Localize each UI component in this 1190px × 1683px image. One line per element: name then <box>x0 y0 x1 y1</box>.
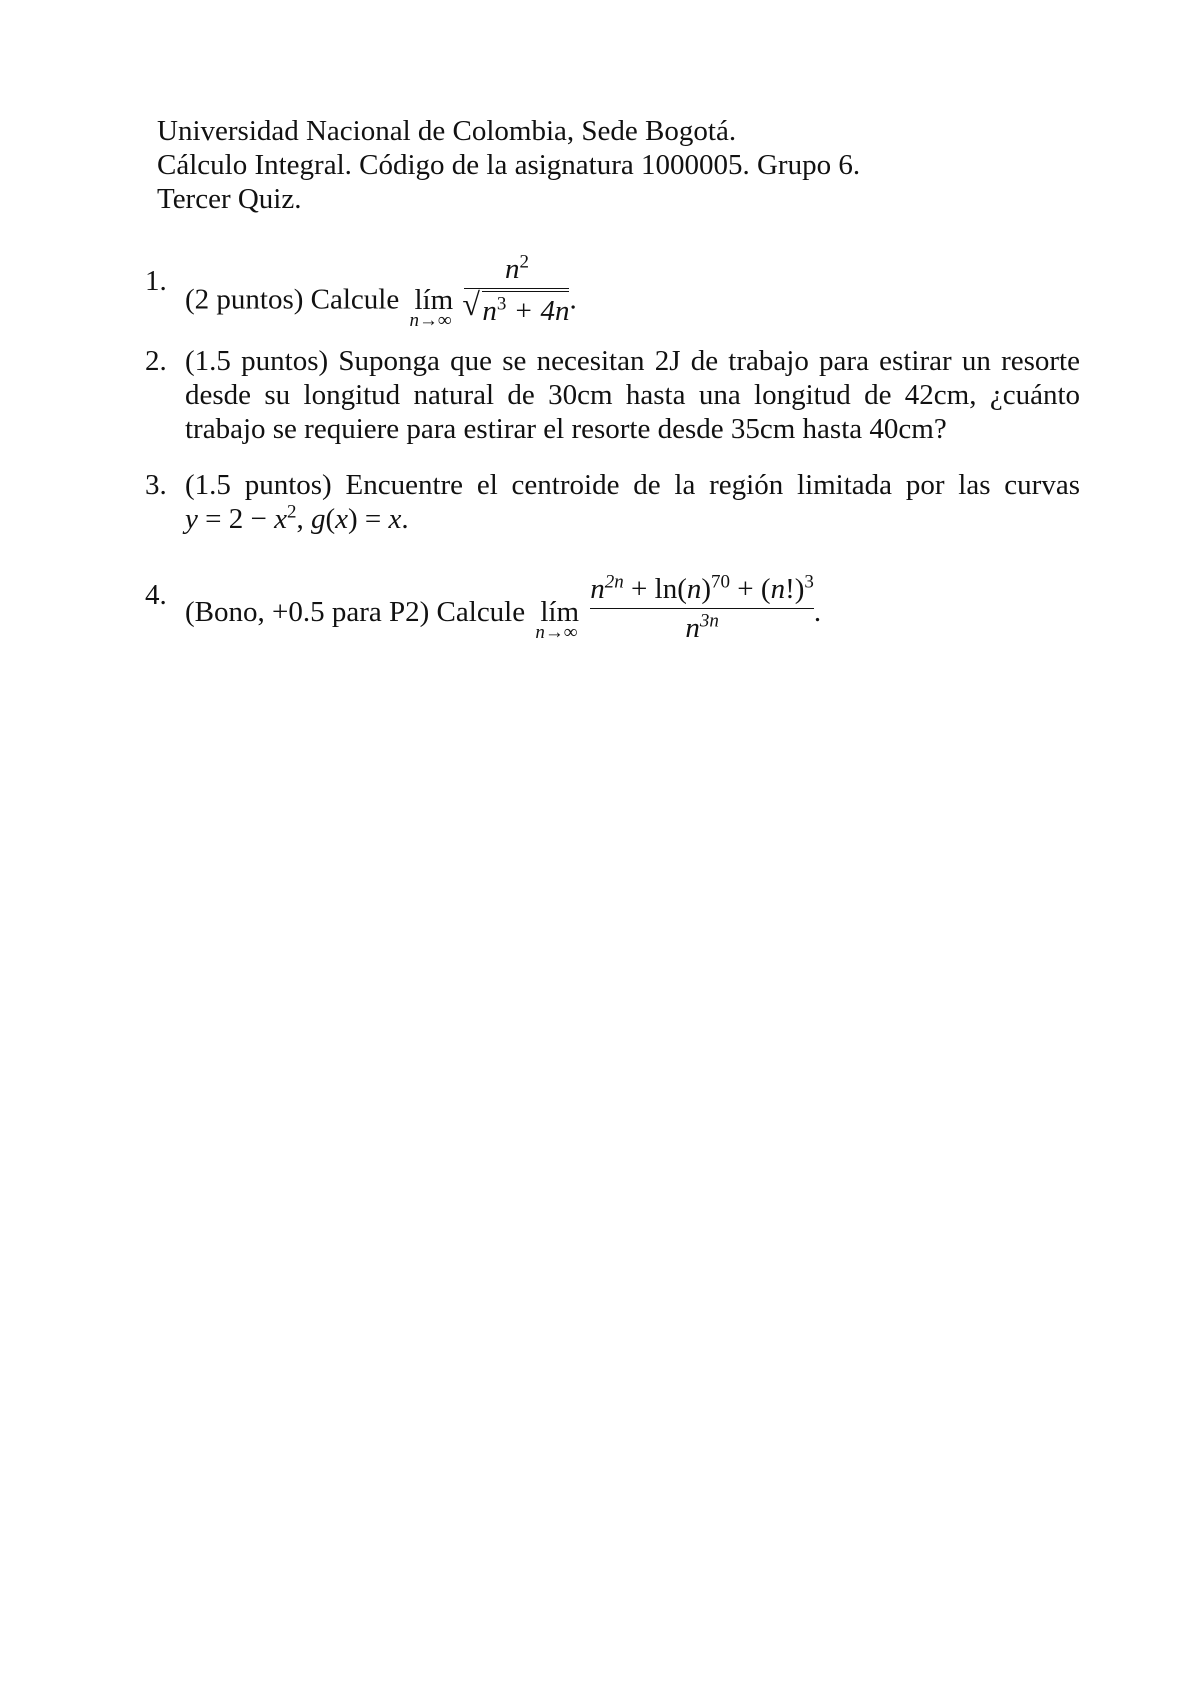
quiz-title: Tercer Quiz. <box>157 183 302 215</box>
question-number: 1. <box>145 265 167 297</box>
numerator-exponent: 2 <box>519 251 529 273</box>
eq-x-end: x <box>388 503 402 535</box>
limit-subscript: n→∞ <box>409 309 452 331</box>
question-1-content <box>185 251 577 340</box>
fraction-bar <box>464 288 569 289</box>
eq-mid: = 2 − <box>197 503 275 535</box>
fraction-bar <box>590 608 814 609</box>
question-2-line-3: trabajo se requiere para estirar el resorte desde 35cm hasta 40cm? <box>185 413 947 445</box>
question-3-equations <box>185 502 1080 536</box>
question-4-content <box>185 571 822 651</box>
question-2-line-1: (1.5 puntos) Suponga que se necesitan 2J de trabajo para estirar un resorte <box>185 345 1080 377</box>
question-4-prefix: (Bono, +0.5 para P2) Calcule <box>185 596 526 629</box>
eq-g: g <box>310 503 326 535</box>
radicand <box>482 291 569 328</box>
numerator-fact-n: n <box>770 573 786 605</box>
question-1-prefix: (2 puntos) Calcule <box>185 283 400 316</box>
course-line: Cálculo Integral. Código de la asignatura 1000005. Grupo 6. <box>157 149 861 181</box>
eq-paren-open: ( <box>325 503 336 535</box>
limit-word: lím <box>414 283 454 316</box>
question-4 <box>145 556 1080 644</box>
limit-fraction <box>464 252 569 328</box>
radicand-exponent: 3 <box>496 293 507 315</box>
fraction-numerator <box>590 572 814 606</box>
numerator-ln-arg: n <box>686 573 702 605</box>
limit-operator <box>535 595 580 644</box>
eq-paren-close: ) = <box>348 503 389 535</box>
numerator-fact-close: !) <box>785 573 805 605</box>
eq-x-exponent: 2 <box>286 501 297 523</box>
limit-subscript: n→∞ <box>535 622 578 644</box>
numerator-n-exponent: 2n <box>604 571 624 593</box>
question-2-line-2: desde su longitud natural de 30cm hasta una longitud de 42cm, ¿cuánto <box>185 379 1080 411</box>
eq-y: y <box>185 503 198 535</box>
denominator-exponent: 3n <box>699 610 719 632</box>
question-number: 3. <box>145 469 167 501</box>
limit-operator <box>409 283 454 331</box>
radicand-base: n <box>482 295 497 327</box>
document-header <box>157 114 1057 216</box>
fraction-denominator <box>462 286 570 328</box>
question-3-line-1: (1.5 puntos) Encuentre el centroide de la región limitada por las curvas <box>185 469 1080 501</box>
question-1 <box>145 240 1080 331</box>
eq-x: x <box>274 503 287 535</box>
numerator-fact-open: + ( <box>730 573 771 605</box>
numerator-ln-exponent: 70 <box>711 571 731 593</box>
question-4-suffix: . <box>813 596 822 629</box>
question-list <box>145 240 1080 644</box>
radicand-rest: + 4n <box>506 295 570 327</box>
numerator-base: n <box>504 253 520 285</box>
numerator-n: n <box>590 573 605 605</box>
numerator-ln-open: + ln( <box>623 573 687 605</box>
radical-sign: √ <box>462 286 480 322</box>
question-number: 2. <box>145 345 167 377</box>
question-3 <box>145 468 1080 536</box>
fraction-numerator <box>464 252 569 286</box>
question-1-suffix: . <box>569 283 577 316</box>
denominator-n: n <box>685 612 700 644</box>
numerator-ln-close: ) <box>701 573 712 605</box>
limit-fraction <box>590 572 814 645</box>
numerator-fact-exponent: 3 <box>804 571 814 593</box>
square-root <box>462 286 570 328</box>
eq-end: . <box>401 503 409 535</box>
question-2 <box>145 344 1080 446</box>
eq-g-arg: x <box>335 503 349 535</box>
limit-word: lím <box>540 596 580 629</box>
university-line: Universidad Nacional de Colombia, Sede Bogotá. <box>157 115 737 147</box>
fraction-denominator <box>590 611 814 645</box>
eq-separator: , <box>296 503 311 535</box>
question-number: 4. <box>145 579 167 611</box>
